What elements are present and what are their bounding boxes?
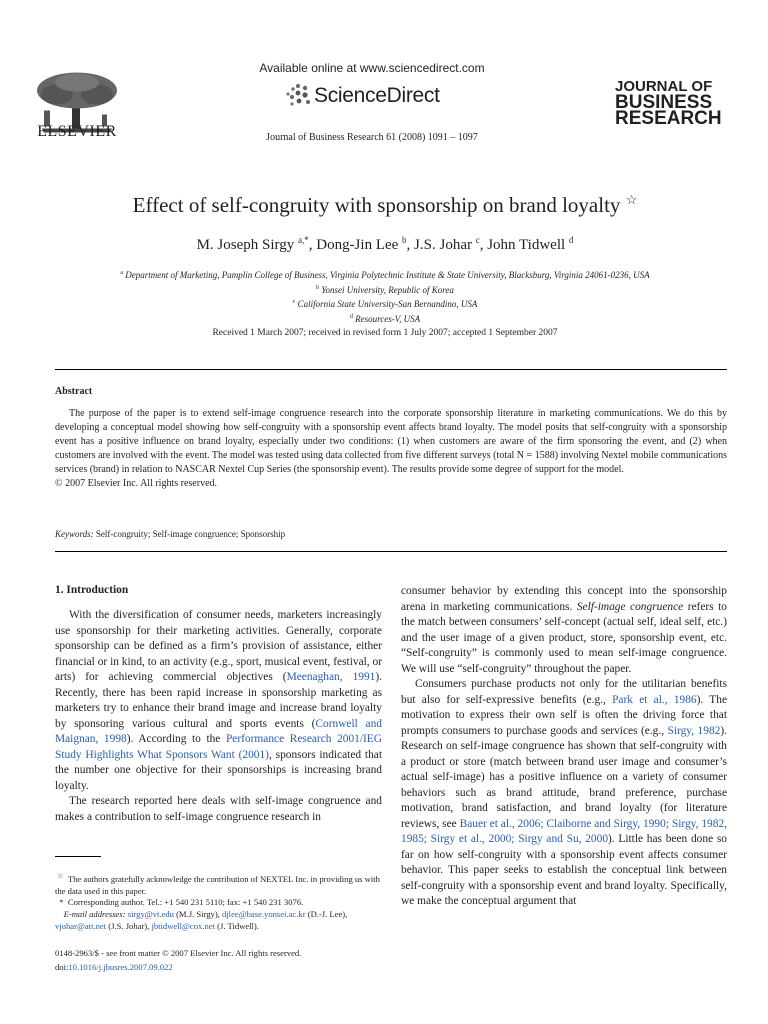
journal-logo-line3: RESEARCH: [615, 108, 722, 129]
received-dates: Received 1 March 2007; received in revised form 1 July 2007; accepted 1 September 2007: [212, 328, 558, 338]
divider: [55, 551, 727, 552]
abstract-copyright: © 2007 Elsevier Inc. All rights reserved.: [55, 478, 218, 489]
email-link[interactable]: vjohar@att.net: [55, 921, 107, 932]
email-link[interactable]: sirgy@vt.edu: [127, 909, 174, 920]
front-matter: [55, 947, 385, 974]
paragraph: [401, 584, 727, 677]
divider: [55, 369, 727, 370]
affil-mark: c: [292, 299, 296, 305]
email-owner: (M.J. Sirgy),: [173, 909, 222, 920]
citation-link[interactable]: Meenaghan, 1991: [286, 671, 376, 683]
affiliations: [40, 267, 730, 325]
text-run: Consumers purchase products not only for the utilitarian benefits but also for self-expressive benefits (e.g.,: [401, 678, 727, 706]
citation-link[interactable]: Park et al., 1986: [612, 693, 697, 706]
emphasis-term: Self-image congruence: [576, 600, 684, 613]
sciencedirect-brand: ScienceDirect: [314, 84, 440, 107]
journal-logo: [615, 79, 735, 127]
publisher-name: ELSEVIER: [37, 123, 117, 140]
paragraph: [401, 677, 727, 910]
footnote-ack: [55, 871, 385, 897]
keywords-label: Keywords:: [55, 529, 94, 539]
doi-label: doi:: [55, 961, 69, 972]
text-run: consumer behavior by extending this concept into the sponsorship arena in marketing communications.: [401, 585, 727, 613]
text-run: With the diversification of consumer needs, marketers increasingly use sponsorship for their marketing activities. Generally, corporate sponsorship can be defined as a firm’s provision of assistance, either financial or in kind, to an activity (e.g., sport, musical event, festival, or arts) for achieving commercial objectives (: [55, 609, 382, 683]
keywords: [55, 529, 727, 539]
text-run: ). Recently, there has been rapid increase in sponsorship marketing as marketers try to enhance their brand image and increase brand loyalty by sponsoring various cultural and sports events (: [55, 671, 383, 730]
left-column: [55, 608, 382, 825]
citation-link[interactable]: Sirgy, 1982: [667, 724, 721, 737]
text-run: , sponsors indicated that the number one objective for their sponsorships is increasing brand loyalty.: [55, 748, 382, 792]
author-name: John Tidwell: [487, 237, 566, 253]
affil-text: California State University-San Bernandino, USA: [297, 299, 478, 309]
footnotes: [55, 871, 385, 933]
footnote-text: Corresponding author. Tel.: +1 540 231 5110; fax: +1 540 231 3076.: [67, 897, 304, 908]
author-affil-mark[interactable]: a,*: [297, 235, 309, 245]
affiliation-line: [40, 267, 730, 282]
email-label: E-mail addresses:: [63, 909, 126, 920]
author-name: Dong-Jin Lee: [316, 237, 399, 253]
footnote-corresponding: [55, 897, 385, 909]
affil-mark: b: [316, 284, 320, 291]
author-affil-mark[interactable]: b: [402, 235, 407, 245]
citation-link[interactable]: Performance Research 2001/IEG Study Highlights What Sponsors Want (2001): [55, 733, 382, 761]
keywords-text: Self-congruity; Self-image congruence; Sponsorship: [95, 529, 286, 539]
footnote-emails: [55, 909, 385, 933]
affil-text: Yonsei University, Republic of Korea: [321, 284, 454, 295]
text-run: ). Little has been done so far on how self-congruity with a sponsorship event affects consumer behavior. This paper seeks to establish the conceptual link between self-congruity with a sponsorship event and brand loyalty. Specifically, we make the conceptual argument that: [401, 833, 727, 907]
issn-line: 0148-2963/$ - see front matter © 2007 Elsevier Inc. All rights reserved.: [55, 948, 302, 958]
email-owner: (J. Tidwell).: [215, 921, 259, 932]
author-affil-mark[interactable]: d: [568, 235, 574, 245]
citation-link[interactable]: Cornwell and Maignan, 1998: [55, 717, 382, 745]
affiliation-line: [40, 311, 730, 326]
author-name: M. Joseph Sirgy: [196, 237, 295, 253]
footnote-divider: [55, 856, 101, 857]
title-text: Effect of self-congruity with sponsorship on brand loyalty: [132, 193, 621, 217]
author-name: J.S. Johar: [414, 237, 472, 253]
email-owner: (D.-J. Lee),: [305, 909, 348, 920]
affil-text: Department of Marketing, Pamplin College of Business, Virginia Polytechnic Institute & State University, Blacksburg, Virginia 24061-0236, USA: [125, 270, 650, 280]
email-link[interactable]: jbtidwell@cox.net: [151, 921, 215, 932]
text-run: ). The motivation to express their own self is often the driving force that prompts consumers to purchase goods and services (e.g.,: [401, 693, 728, 737]
affiliation-line: [40, 282, 730, 297]
doi-link[interactable]: 10.1016/j.jbusres.2007.09.022: [68, 961, 173, 972]
paragraph: The research reported here deals with self-image congruence and makes a contribution to self-image congruence research in: [55, 795, 382, 823]
citation-link[interactable]: Bauer et al., 2006; Claiborne and Sirgy, 1990; Sirgy, 1982, 1985; Sirgy et al., 2000; Sirgy and Su, 2000: [401, 817, 727, 845]
affil-mark: d: [349, 313, 353, 320]
right-column: [401, 584, 727, 910]
journal-logo-line1: JOURNAL OF: [615, 78, 713, 95]
author-list: M. Joseph Sirgy $^{a,*}$, Dong-Jin Lee $^b$, J.S. Johar $^c$, John Tidwell $^d$: [196, 235, 574, 253]
article-title: [40, 192, 730, 218]
abstract-heading: Abstract: [55, 386, 93, 397]
abstract-body: [55, 407, 727, 491]
email-owner: (J.S. Johar),: [106, 921, 152, 932]
text-run: ). According to the: [126, 733, 226, 745]
footnote-text: The authors gratefully acknowledge the contribution of NEXTEL Inc. in providing us with the data used in this paper.: [55, 873, 380, 896]
affiliation-line: [40, 296, 730, 311]
affil-text: Resources-V, USA: [355, 313, 421, 324]
email-link[interactable]: djlee@base.yonsei.ac.kr: [222, 909, 306, 920]
title-footnote-star[interactable]: ☆: [625, 192, 638, 207]
footnote-mark: ☆: [57, 872, 64, 880]
paragraph: [55, 608, 382, 794]
footnote-mark: *: [59, 897, 64, 908]
author-affil-mark[interactable]: c: [475, 235, 480, 245]
text-run: ). Research on self-image congruence has shown that self-congruity with a product or store (match between brand user image and consumer’s actual self-image) has a positive influence on a variety of consumer behaviors such as brand attitude, brand preference, purchase motivation, brand satisfaction, and brand loyalty (for literature reviews, see: [401, 724, 727, 830]
available-online-text[interactable]: Available online at www.sciencedirect.com: [259, 61, 485, 75]
journal-logo-line2: BUSINESS: [615, 92, 713, 113]
doi-line: [55, 961, 385, 975]
journal-citation: Journal of Business Research 61 (2008) 1091 – 1097: [266, 132, 478, 143]
text-run: refers to the match between consumers’ self-concept (actual self, ideal self, etc.) and the user image of a given product, store, sponsorship event, etc. “Self-congruity” is commonly used to mean self-image congruence. We will use “self-congruity” throughout the paper.: [401, 600, 727, 675]
abstract-text: The purpose of the paper is to extend self-image congruence research into the corporate sponsorship literature in marketing communications. We do this by developing a conceptual model showing how self-congruity with a sponsorship event affects brand loyalty. The model posits that self-congruity with a sponsorship event has a positive influence on brand loyalty, especially under two conditions: (1) when customers are aware of the firm sponsoring the event, and (2) when customers are involved with the event. The model was tested using data collected from five different surveys (total N = 1588) involving Nextel mobile communications services (brand) in relation to NASCAR Nextel Cup Series (the sponsorship event). The results provide some degree of support for the model.: [55, 408, 727, 475]
section-heading: 1. Introduction: [55, 584, 129, 596]
affil-mark: a: [120, 270, 124, 276]
